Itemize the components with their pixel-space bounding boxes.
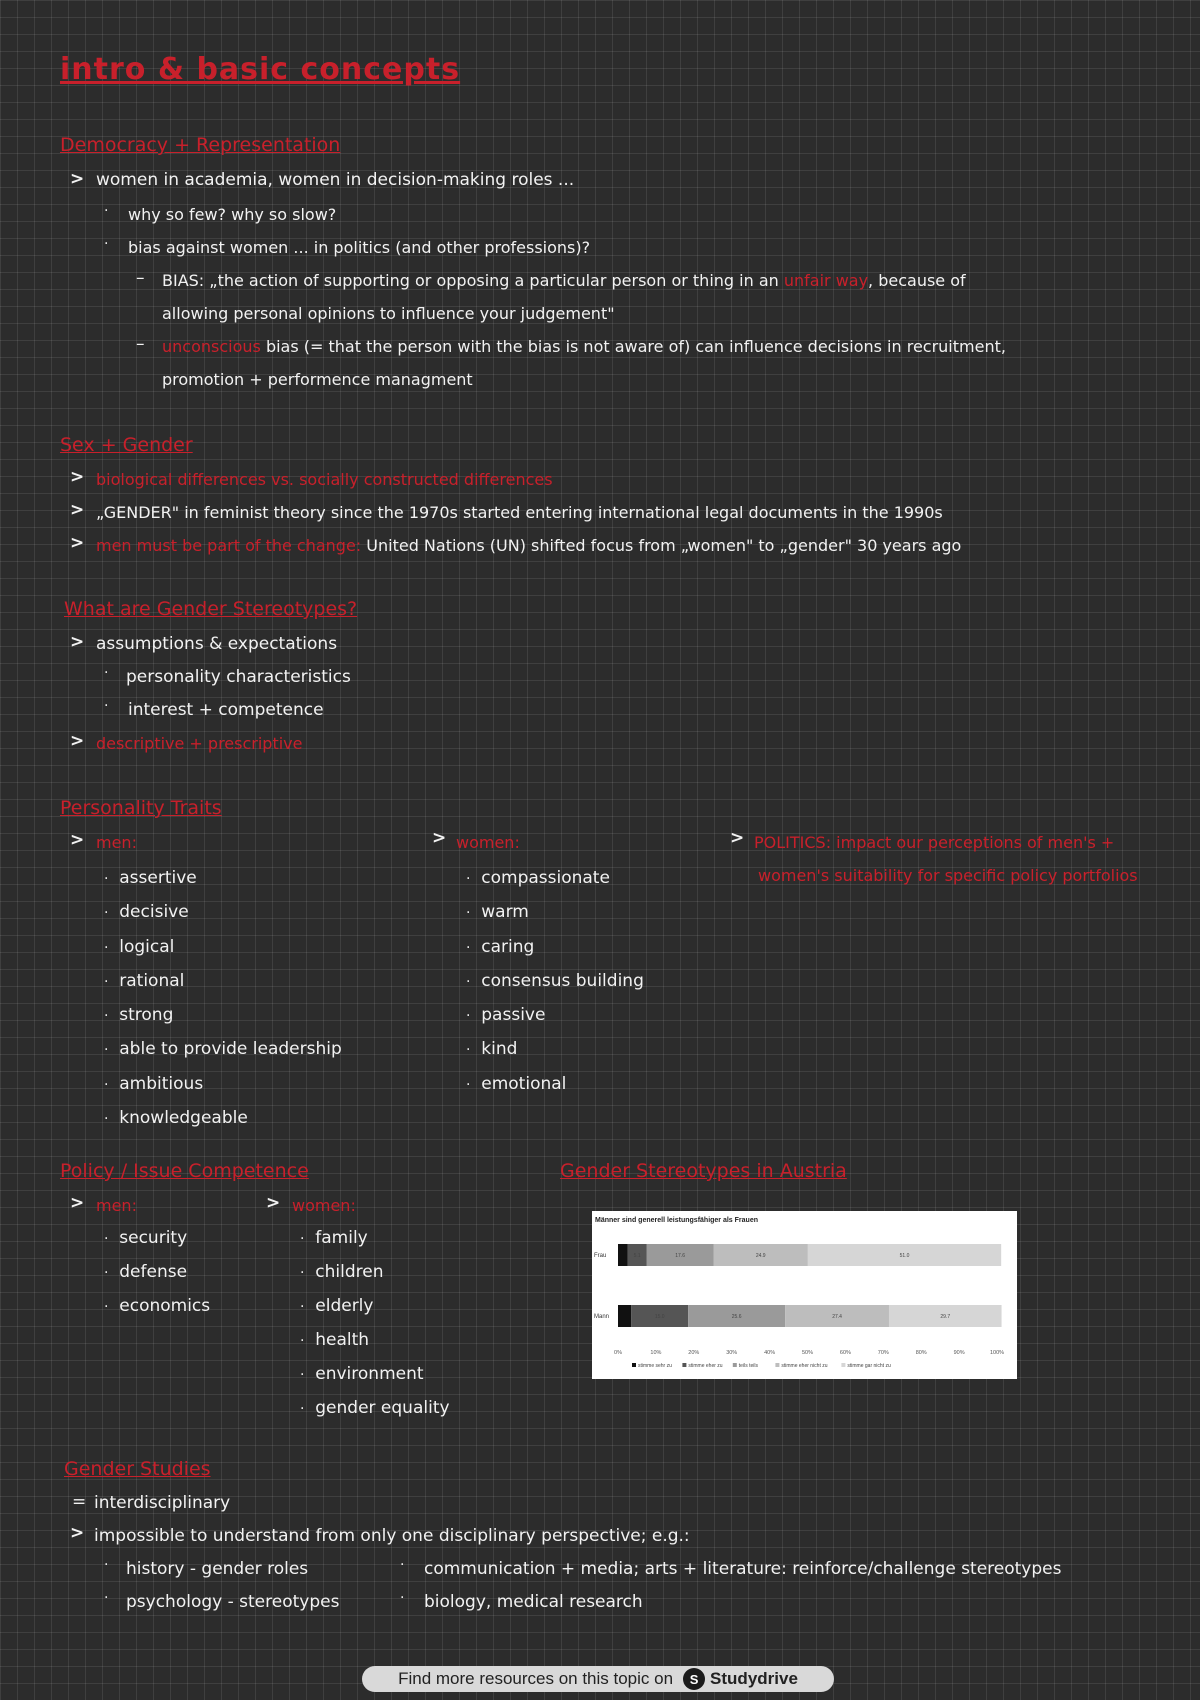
chart-x-tick-label: 20%	[688, 1350, 700, 1356]
chart-legend-label: stimme eher nicht zu	[781, 1363, 828, 1369]
dot-bullet-icon: ·	[104, 665, 109, 681]
stereotypes-heading: What are Gender Stereotypes?	[64, 598, 358, 620]
stereotypes-item2: descriptive + prescriptive	[96, 734, 303, 753]
dot-bullet-icon: ·	[104, 939, 109, 956]
sex-item2: „GENDER" in feminist theory since the 1970s started entering international legal documents in the 1990s	[96, 503, 943, 522]
dot-bullet-icon: ·	[466, 973, 471, 990]
arrow-bullet-icon: >	[70, 533, 85, 553]
list-item: · consensus building	[466, 970, 644, 991]
footer-text: Find more resources on this topic on	[398, 1669, 674, 1688]
chart-bar-segment	[618, 1305, 631, 1327]
dot-bullet-icon: ·	[300, 1367, 305, 1383]
dot-bullet-icon: ·	[104, 1111, 109, 1128]
dot-bullet-icon: ·	[104, 1076, 109, 1093]
chart-legend-swatch	[733, 1363, 737, 1367]
policy-men-label: men:	[96, 1196, 137, 1215]
sex-gender-heading: Sex + Gender	[60, 434, 193, 456]
chart-legend-swatch	[682, 1363, 686, 1367]
arrow-bullet-icon: >	[266, 1193, 281, 1213]
traits-men-list	[104, 862, 342, 1136]
dot-bullet-icon: ·	[104, 905, 109, 922]
arrow-bullet-icon: >	[70, 1193, 85, 1213]
page-title: intro & basic concepts	[60, 52, 461, 87]
chart-x-tick-label: 80%	[915, 1350, 927, 1356]
dot-bullet-icon: ·	[104, 973, 109, 990]
chart-x-tick-label: 100%	[989, 1350, 1005, 1356]
chart-title: Männer sind generell leistungsfähiger als Frauen	[595, 1217, 758, 1224]
list-item: · gender equality	[300, 1398, 450, 1418]
chart-x-tick-label: 50%	[801, 1350, 814, 1356]
list-item: · knowledgeable	[104, 1108, 248, 1129]
chart-legend-swatch	[775, 1363, 779, 1367]
bias-label: BIAS: „the action of supporting or opposing a particular person or thing in an	[162, 271, 779, 290]
dot-bullet-icon: ·	[104, 203, 109, 219]
dot-bullet-icon: ·	[104, 1231, 109, 1247]
gender-studies-sub4: biology, medical research	[424, 1592, 643, 1612]
list-item: · family	[300, 1228, 368, 1248]
studydrive-brand: Studydrive	[710, 1669, 798, 1688]
dot-bullet-icon: ·	[300, 1333, 305, 1349]
list-item: · security	[104, 1228, 188, 1248]
equals-bullet-icon: =	[72, 1492, 87, 1512]
arrow-bullet-icon: >	[70, 1523, 85, 1543]
list-item: · defense	[104, 1262, 188, 1282]
dot-bullet-icon: ·	[466, 939, 471, 956]
dot-bullet-icon: ·	[104, 1265, 109, 1281]
stereotypes-item1: assumptions & expectations	[96, 634, 338, 654]
dot-bullet-icon: ·	[104, 236, 109, 252]
gender-studies-sub2: psychology - stereotypes	[126, 1592, 340, 1612]
list-item: · environment	[300, 1364, 424, 1384]
austria-heading: Gender Stereotypes in Austria	[560, 1160, 847, 1182]
chart-legend-label: teils teils	[738, 1363, 758, 1369]
list-item: · strong	[104, 1005, 174, 1026]
list-item: · ambitious	[104, 1073, 204, 1094]
list-item: · emotional	[466, 1073, 567, 1094]
chart-data-label: 51.0	[899, 1253, 910, 1259]
arrow-bullet-icon: >	[730, 828, 745, 848]
gender-studies-heading: Gender Studies	[64, 1458, 211, 1480]
sex-item3-red: men must be part of the change:	[96, 536, 362, 555]
unconscious-label: unconscious	[162, 337, 261, 356]
traits-women-label: women:	[456, 833, 520, 852]
chart-x-tick-label: 90%	[953, 1350, 965, 1356]
chart-category-label: Mann	[594, 1314, 610, 1320]
democracy-heading: Democracy + Representation	[60, 134, 341, 156]
traits-politics-line2: women's suitability for specific policy portfolios	[758, 866, 1138, 885]
traits-heading: Personality Traits	[60, 797, 222, 819]
policy-women-label: women:	[292, 1196, 356, 1215]
list-item: · able to provide leadership	[104, 1039, 342, 1060]
studydrive-logo[interactable]	[683, 1668, 798, 1690]
dash-bullet-icon: –	[136, 268, 145, 288]
chart-data-label: 17.6	[675, 1253, 686, 1259]
dot-bullet-icon: ·	[104, 871, 109, 887]
dot-bullet-icon: ·	[466, 1042, 471, 1059]
dot-bullet-icon: ·	[104, 1042, 109, 1059]
dash-bullet-icon: –	[136, 334, 145, 354]
chart-legend-swatch	[632, 1363, 636, 1367]
gender-studies-sub3: communication + media; arts + literature: reinforce/challenge stereotypes	[424, 1559, 1062, 1579]
studydrive-banner[interactable]	[362, 1666, 834, 1692]
arrow-bullet-icon: >	[70, 169, 85, 189]
dot-bullet-icon: ·	[466, 905, 471, 922]
dot-bullet-icon: ·	[104, 1590, 109, 1606]
list-item: · decisive	[104, 902, 189, 923]
chart-x-tick-label: 40%	[764, 1350, 776, 1356]
list-item: · elderly	[300, 1296, 374, 1316]
list-item: · health	[300, 1330, 370, 1350]
dot-bullet-icon: ·	[466, 1076, 471, 1093]
list-item: · children	[300, 1262, 384, 1282]
chart-data-label: 15.0	[654, 1314, 665, 1320]
traits-politics-line1: POLITICS: impact our perceptions of men's +	[754, 833, 1115, 852]
dot-bullet-icon: ·	[400, 1590, 405, 1606]
dot-bullet-icon: ·	[300, 1299, 305, 1315]
policy-heading: Policy / Issue Competence	[60, 1160, 309, 1182]
democracy-line1: women in academia, women in decision-making roles ...	[96, 170, 575, 190]
traits-women-list	[466, 862, 644, 1102]
list-item: · logical	[104, 936, 175, 957]
dot-bullet-icon: ·	[400, 1557, 405, 1573]
gender-studies-item1: interdisciplinary	[94, 1493, 231, 1513]
democracy-sub2: bias against women ... in politics (and other professions)?	[128, 238, 591, 257]
gender-studies-item2: impossible to understand from only one disciplinary perspective; e.g.:	[94, 1526, 690, 1546]
arrow-bullet-icon: >	[70, 830, 85, 850]
chart-legend-label: stimme gar nicht zu	[847, 1363, 891, 1369]
list-item: · rational	[104, 970, 185, 991]
list-item: · kind	[466, 1039, 518, 1060]
sex-item1: biological differences vs. socially constructed differences	[96, 470, 553, 489]
list-item: · passive	[466, 1005, 546, 1026]
arrow-bullet-icon: >	[70, 467, 85, 487]
gender-studies-sub1: history - gender roles	[126, 1559, 309, 1579]
chart-svg	[592, 1211, 1017, 1379]
chart-category-label: Frau	[594, 1253, 607, 1259]
chart-x-tick-label: 60%	[839, 1350, 851, 1356]
chart-data-label: 29.7	[940, 1314, 951, 1320]
arrow-bullet-icon: >	[432, 828, 447, 848]
list-item: · economics	[104, 1296, 211, 1316]
traits-men-label: men:	[96, 833, 137, 852]
chart-data-label: 25.6	[731, 1314, 742, 1320]
arrow-bullet-icon: >	[70, 731, 85, 751]
sex-item3	[96, 536, 961, 555]
list-item: · warm	[466, 902, 529, 923]
chart-bar-segment	[618, 1244, 627, 1266]
unconscious-bias	[162, 337, 1006, 356]
chart-x-tick-label: 10%	[650, 1350, 662, 1356]
chart-x-tick-label: 30%	[726, 1350, 738, 1356]
arrow-bullet-icon: >	[70, 632, 85, 652]
list-item: · compassionate	[466, 868, 610, 888]
dot-bullet-icon: ·	[104, 698, 109, 714]
bias-definition-line2: allowing personal opinions to influence your judgement"	[162, 304, 615, 323]
chart-data-label: 24.9	[755, 1253, 766, 1259]
bias-highlight: unfair way	[783, 271, 869, 290]
stereotypes-sub2: interest + competence	[128, 700, 324, 720]
chart-x-tick-label: 0%	[614, 1350, 622, 1356]
dot-bullet-icon: ·	[300, 1265, 305, 1281]
bias-definition	[162, 271, 966, 290]
dot-bullet-icon: ·	[300, 1401, 305, 1417]
chart-legend-label: stimme sehr zu	[638, 1363, 672, 1369]
policy-women-list	[300, 1222, 450, 1426]
unconscious-line2: promotion + performence managment	[162, 370, 473, 389]
dot-bullet-icon: ·	[466, 871, 471, 887]
dot-bullet-icon: ·	[300, 1231, 305, 1247]
sex-item3-rest: United Nations (UN) shifted focus from „women" to „gender" 30 years ago	[361, 536, 962, 555]
chart-legend-swatch	[841, 1363, 845, 1367]
chart-data-label: 5.1	[633, 1253, 641, 1259]
policy-men-list	[104, 1222, 210, 1324]
dot-bullet-icon: ·	[466, 1008, 471, 1025]
chart-x-tick-label: 70%	[877, 1350, 889, 1356]
austria-stacked-bar-chart	[592, 1211, 1017, 1379]
chart-legend-label: stimme eher zu	[688, 1363, 723, 1369]
arrow-bullet-icon: >	[70, 500, 85, 520]
dot-bullet-icon: ·	[104, 1008, 109, 1025]
unconscious-rest: bias (= that the person with the bias is not aware of) can influence decisions in recruitment,	[260, 337, 1006, 356]
chart-data-label: 27.4	[832, 1314, 842, 1320]
bias-rest: , because of	[868, 271, 966, 290]
list-item: · caring	[466, 936, 535, 957]
studydrive-logo-icon: S	[683, 1668, 705, 1690]
dot-bullet-icon: ·	[104, 1557, 109, 1573]
democracy-sub1: why so few? why so slow?	[128, 205, 337, 224]
list-item: · assertive	[104, 868, 197, 888]
dot-bullet-icon: ·	[104, 1299, 109, 1315]
stereotypes-sub1: personality characteristics	[126, 667, 351, 687]
